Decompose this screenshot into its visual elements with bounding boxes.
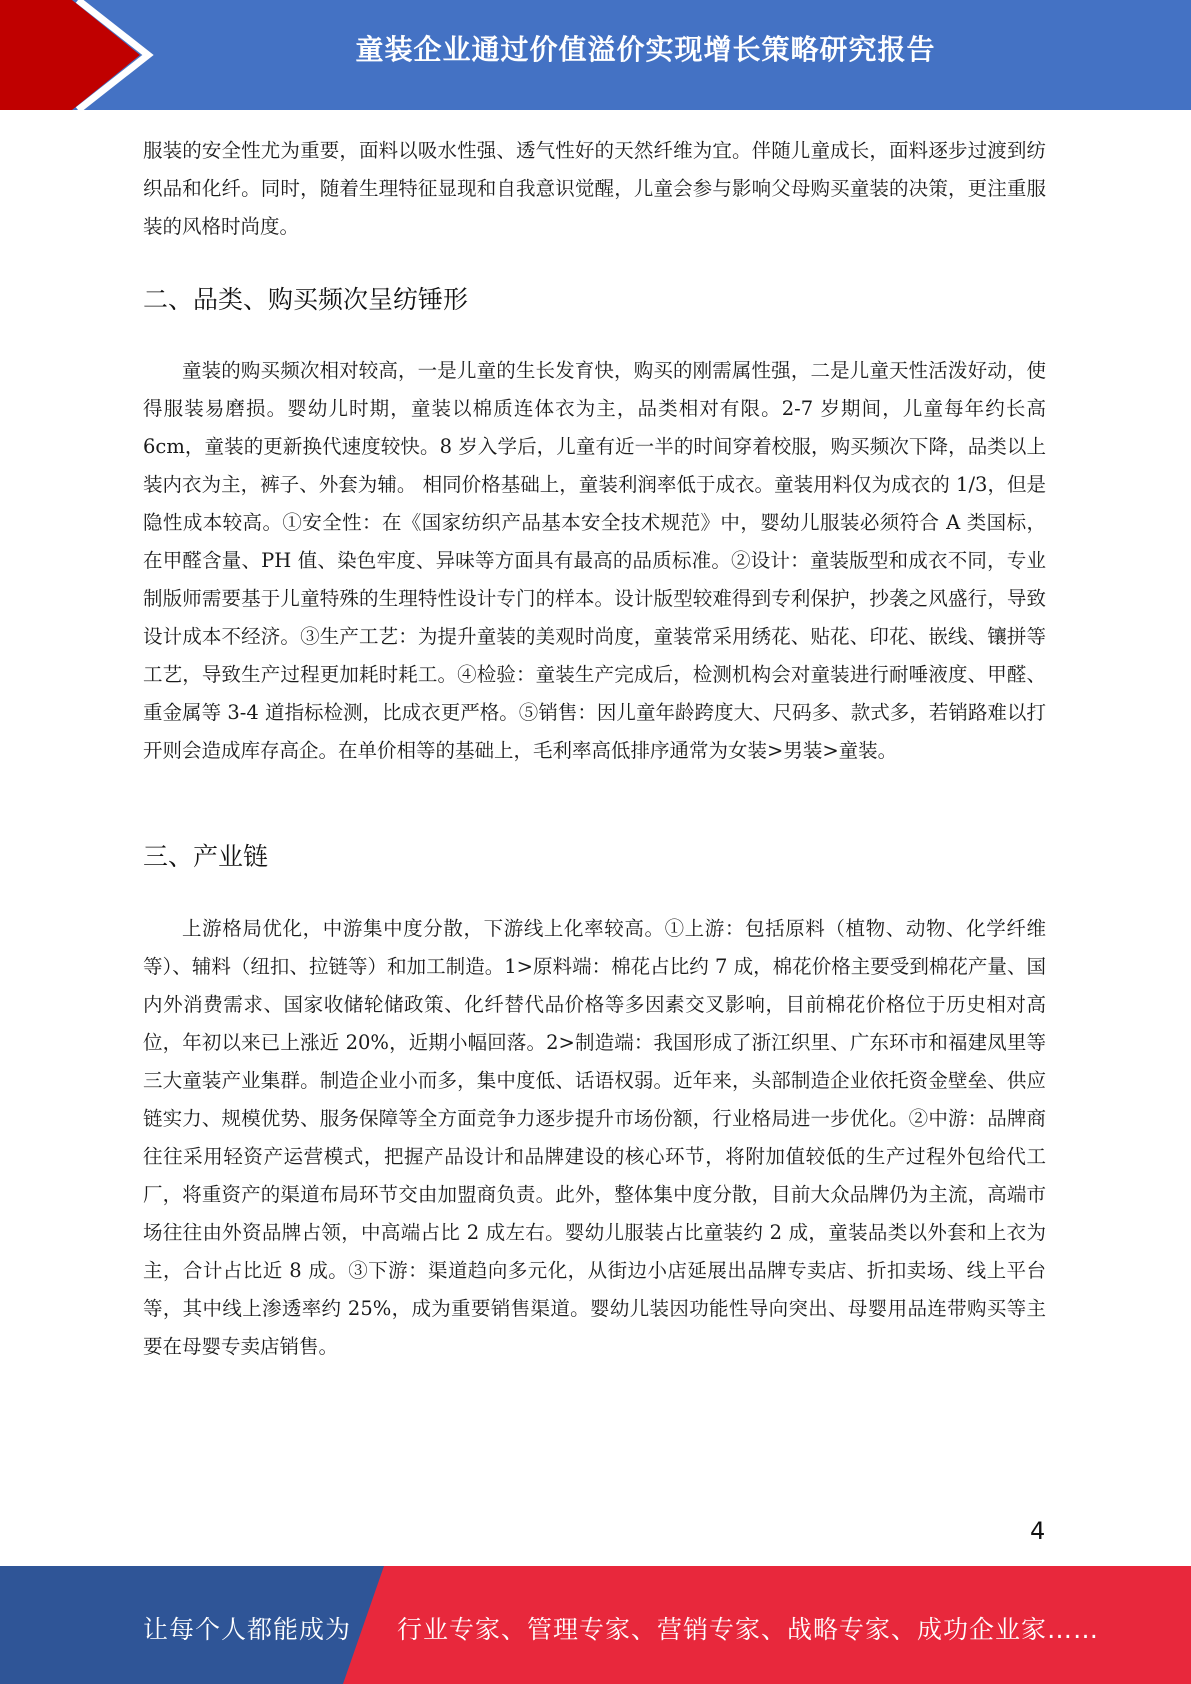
report-title: 童装企业通过价值溢价实现增长策略研究报告	[355, 33, 936, 66]
page-number: 4	[1030, 1517, 1046, 1545]
page-header	[0, 0, 1191, 110]
section-heading-category-frequency: 二、品类、购买频次呈纺锤形	[143, 285, 469, 314]
footer-slogan-left: 让每个人都能成为	[143, 1615, 352, 1644]
section-heading-industry-chain: 三、产业链	[143, 842, 269, 871]
paragraph-industry-chain: 上游格局优化，中游集中度分散，下游线上化率较高。①上游：包括原料（植物、动物、化学纤维等）、辅料（纽扣、拉链等）和加工制造。1>原料端：棉花占比约 7 成，棉花价格主要受到棉花产量、国内外消费需求、国家收储轮储政策、化纤替代品价格等多因素交叉影响，目前棉花价格位于历史相对高位，年初以来已上涨近 20%，近期小幅回落。2>制造端：我国形成了浙江织里、广东环市和福建凤里等三大童装产业集群。制造企业小而多，集中度低、话语权弱。近年来，头部制造企业依托资金壁垒、供应链实力、规模优势、服务保障等全方面竞争力逐步提升市场份额，行业格局进一步优化。②中游：品牌商往往采用轻资产运营模式，把握产品设计和品牌建设的核心环节，将附加值较低的生产过程外包给代工厂，将重资产的渠道布局环节交由加盟商负责。此外，整体集中度分散，目前大众品牌仍为主流，高端市场往往由外资品牌占领，中高端占比 2 成左右。婴幼儿服装占比童装约 2 成，童装品类以外套和上衣为主，合计占比近 8 成。③下游：渠道趋向多元化，从街边小店延展出品牌专卖店、折扣卖场、线上平台等，其中线上渗透率约 25%，成为重要销售渠道。婴幼儿装因功能性导向突出、母婴用品连带购买等主要在母婴专卖店销售。	[143, 917, 1046, 1358]
footer-slogan-right: 行业专家、管理专家、营销专家、战略专家、成功企业家……	[397, 1615, 1100, 1644]
paragraph-purchase-frequency: 童装的购买频次相对较高，一是儿童的生长发育快，购买的刚需属性强，二是儿童天性活泼好动，使得服装易磨损。婴幼儿时期，童装以棉质连体衣为主，品类相对有限。2-7 岁期间，儿童每年约长高 6cm，童装的更新换代速度较快。8 岁入学后，儿童有近一半的时间穿着校服，购买频次下降，品类以上装内衣为主，裤子、外套为辅。 相同价格基础上，童装利润率低于成衣。童装用料仅为成衣的 1/3，但是隐性成本较高。①安全性：在《国家纺织产品基本安全技术规范》中，婴幼儿服装必须符合 A 类国标，在甲醛含量、PH 值、染色牢度、异味等方面具有最高的品质标准。②设计：童装版型和成衣不同，专业制版师需要基于儿童特殊的生理特性设计专门的样本。设计版型较难得到专利保护，抄袭之风盛行，导致设计成本不经济。③生产工艺：为提升童装的美观时尚度，童装常采用绣花、贴花、印花、嵌线、镶拼等工艺，导致生产过程更加耗时耗工。④检验：童装生产完成后，检测机构会对童装进行耐唾液度、甲醛、重金属等 3-4 道指标检测，比成衣更严格。⑤销售：因儿童年龄跨度大、尺码多、款式多，若销路难以打开则会造成库存高企。在单价相等的基础上，毛利率高低排序通常为女装>男装>童装。	[143, 359, 1046, 762]
paragraph-fabric-safety: 服装的安全性尤为重要，面料以吸水性强、透气性好的天然纤维为宜。伴随儿童成长，面料逐步过渡到纺织品和化纤。同时，随着生理特征显现和自我意识觉醒，儿童会参与影响父母购买童装的决策，更注重服装的风格时尚度。	[143, 139, 1046, 238]
